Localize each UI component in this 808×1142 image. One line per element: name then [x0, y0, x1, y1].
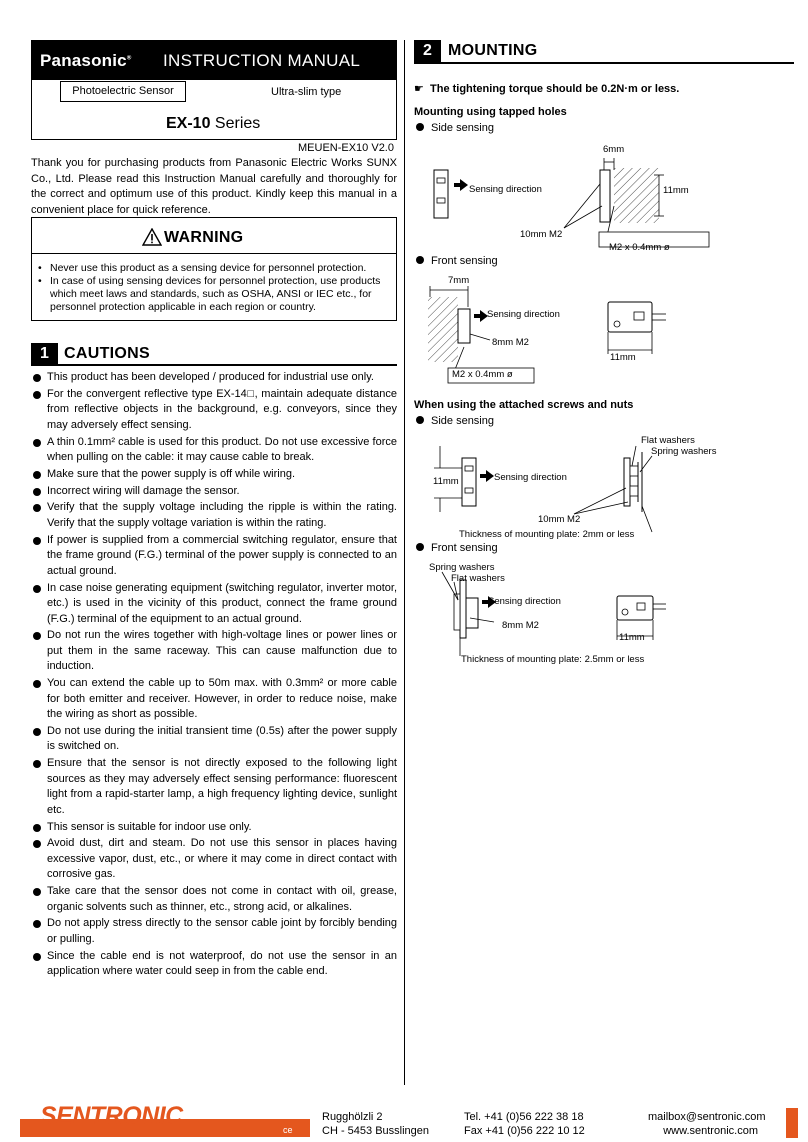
screw-8mm-m2-label: 8mm M2 [502, 620, 539, 631]
footer-phone: Tel. +41 (0)56 222 38 18 Fax +41 (0)56 222 10 12 [464, 1111, 585, 1137]
dimension-7mm-label: 7mm [448, 275, 470, 286]
intro-paragraph: Thank you for purchasing products from Panasonic Electric Works SUNX Co., Ltd. Please read this Instruction Manual carefully and thoroughly for the correct and optimum use of this product. Kindly keep this manual in a convenient place for quick reference. [31, 157, 397, 216]
tapped-holes-heading: Mounting using tapped holes [414, 106, 567, 118]
cautions-number: 1 [31, 343, 58, 365]
warning-triangle-icon [142, 228, 162, 246]
sensor-type-label: Photoelectric Sensor [60, 81, 186, 102]
screw-10mm-m2-label: 10mm M2 [520, 229, 563, 240]
flat-washers-label: Flat washers [641, 435, 695, 446]
side-sensing-label-1: Side sensing [416, 122, 494, 134]
caution-item: Do not run the wires together with high-voltage lines or power lines or put them in the same raceway. This can cause malfunction due to induction. [31, 628, 397, 675]
footer-tagline: ce [283, 1125, 293, 1135]
plate-thickness-25mm-label: Thickness of mounting plate: 2.5mm or less [461, 654, 645, 665]
cautions-rule [31, 364, 397, 366]
footer-web-link[interactable]: www.sentronic.com [663, 1125, 758, 1137]
caution-item: Make sure that the power supply is off while wiring. [31, 467, 397, 483]
dimension-11mm-label: 11mm [433, 476, 459, 487]
flat-washers-label: Flat washers [451, 573, 505, 584]
screw-10mm-m2-label: 10mm M2 [538, 514, 581, 525]
plate-thickness-2mm-label: Thickness of mounting plate: 2mm or less [459, 529, 635, 540]
dimension-11mm-label: 11mm [619, 632, 645, 643]
mounting-number: 2 [414, 40, 441, 62]
sensing-direction-label: Sensing direction [487, 309, 560, 320]
column-divider [404, 40, 405, 1085]
front-sensing-label-1: Front sensing [416, 255, 498, 267]
caution-item: A thin 0.1mm² cable is used for this product. Do not use excessive force when pulling on the cable: it may cause cable to break. [31, 435, 397, 466]
dimension-6mm-label: 6mm [603, 144, 625, 155]
screws-nuts-heading: When using the attached screws and nuts [414, 399, 634, 411]
sentronic-logo: SENTRONIC [40, 1102, 183, 1130]
caution-item: Do not apply stress directly to the sensor cable joint by forcibly bending or pulling. [31, 916, 397, 947]
footer-address: Rugghölzli 2 CH - 5453 Busslingen [322, 1111, 430, 1137]
warning-list [38, 262, 390, 314]
caution-item: Since the cable end is not waterproof, do not use the sensor in an application where water could seep in from the cable end. [31, 949, 397, 980]
footer-contact [648, 1110, 766, 1138]
screw-8mm-m2-label: 8mm M2 [492, 337, 529, 348]
caution-item: Take care that the sensor does not come in contact with oil, grease, organic solvents such as thinner, etc., strong acid, or alkalines. [31, 884, 397, 915]
warning-divider [31, 253, 397, 254]
ultra-slim-label: Ultra-slim type [271, 86, 342, 98]
caution-item: For the convergent reflective type EX-14□, maintain adequate distance from reflective objects in the background, e.g. conveyors, since they may adversely effect sensing. [31, 387, 397, 434]
manual-header-bar [31, 40, 397, 80]
warning-item: • Never use this product as a sensing device for personnel protection. [38, 262, 390, 275]
thread-m2-label: M2 x 0.4mm ø [452, 369, 513, 380]
caution-item: Avoid dust, dirt and steam. Do not use this sensor in places having excessive vapor, dust, etc., or where it may come in direct contact with corrosive gas. [31, 836, 397, 883]
caution-item: Verify that the supply voltage including the ripple is within the rating. Verify that the supply voltage variation is within the rating. [31, 500, 397, 531]
caution-item: Incorrect wiring will damage the sensor. [31, 484, 397, 500]
manual-title: INSTRUCTION MANUAL [163, 51, 361, 70]
pointing-hand-icon: ☛ [414, 83, 424, 95]
side-sensing-tapped-diagram [414, 140, 794, 255]
caution-item: This sensor is suitable for indoor use only. [31, 820, 397, 836]
warning-title: WARNING [164, 229, 244, 246]
dimension-11mm-label: 11mm [663, 185, 689, 196]
caution-item: In case noise generating equipment (switching regulator, inverter motor, etc.) is used in the vicinity of this product, connect the frame ground (F.G.) terminal of the equipment to an actual ground. [31, 581, 397, 628]
footer-orange-tab [786, 1108, 798, 1138]
footer-email-link[interactable]: mailbox@sentronic.com [648, 1111, 766, 1123]
cautions-list [31, 370, 397, 981]
spring-washers-label: Spring washers [651, 446, 717, 457]
caution-item: Ensure that the sensor is not directly exposed to the following light sources as they may adversely effect sensing performance: fluorescent light from a rapid-starter lamp, a high frequency lighting device, sunlight etc. [31, 756, 397, 818]
caution-item: You can extend the cable up to 50m max. with 0.3mm² or more cable for both emitter and receiver. However, in order to reduce noise, make the wiring as short as possible. [31, 676, 397, 723]
caution-item: Do not use during the initial transient time (0.5s) after the power supply is switched on. [31, 724, 397, 755]
document-code: MEUEN-EX10 V2.0 [298, 142, 394, 154]
series-title: EX-10 Series [166, 115, 261, 132]
spring-washers-label: Spring washers [429, 562, 495, 573]
cautions-title: CAUTIONS [64, 345, 150, 362]
side-sensing-screws-diagram [414, 432, 794, 542]
caution-item: If power is supplied from a commercial switching regulator, ensure that the frame ground (F.G.) terminal of the power supply is connected to an actual ground. [31, 533, 397, 580]
warning-item: • In case of using sensing devices for personnel protection, use products which meet laws and standards, such as OSHA, ANSI or IEC etc., for personnel protection applicable in each region or country. [38, 275, 390, 314]
sensing-direction-label: Sensing direction [494, 472, 567, 483]
brand-logo: Panasonic® [40, 51, 132, 70]
dimension-11mm-label: 11mm [610, 352, 636, 363]
side-sensing-label-2: Side sensing [416, 415, 494, 427]
torque-note: ☛ The tightening torque should be 0.2N·m or less. [414, 83, 680, 95]
sensing-direction-label: Sensing direction [488, 596, 561, 607]
mounting-rule [414, 62, 794, 64]
front-sensing-label-2: Front sensing [416, 542, 498, 554]
thread-m2-label: M2 x 0.4mm ø [609, 242, 670, 253]
caution-item: This product has been developed / produced for industrial use only. [31, 370, 397, 386]
mounting-title: MOUNTING [448, 42, 538, 59]
sensing-direction-label: Sensing direction [469, 184, 542, 195]
